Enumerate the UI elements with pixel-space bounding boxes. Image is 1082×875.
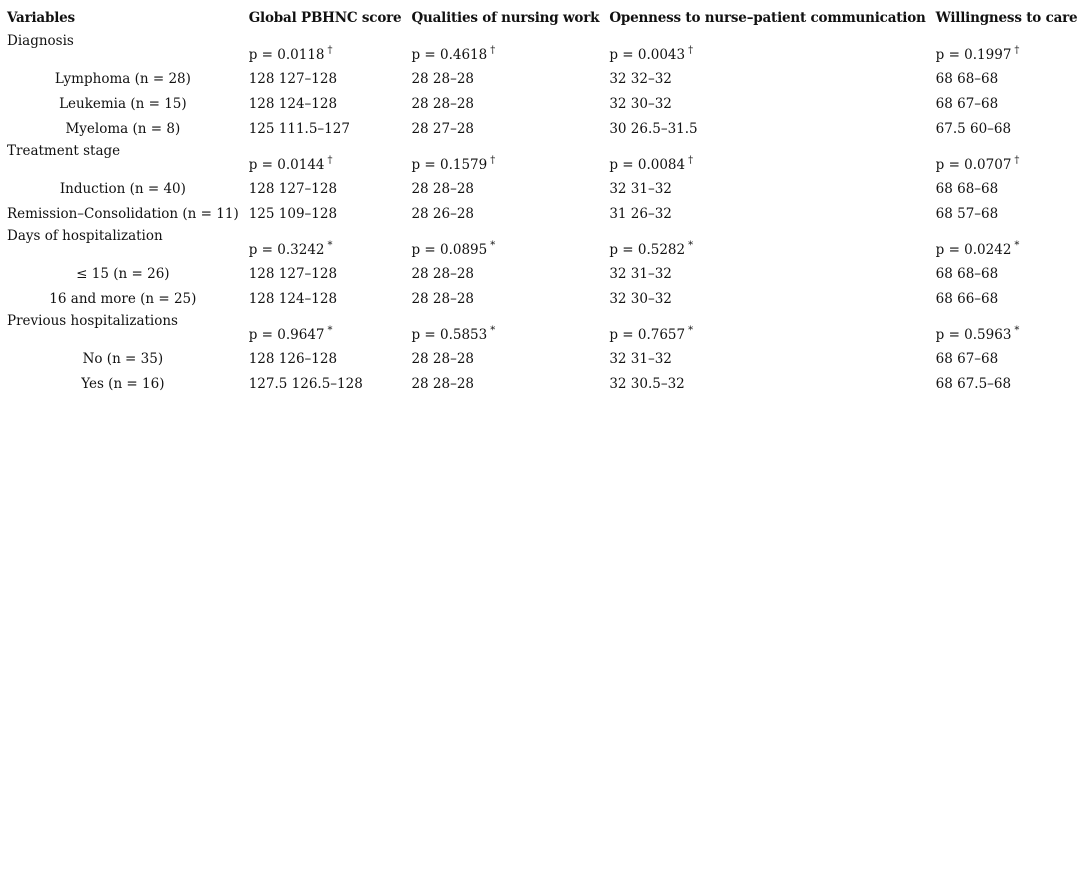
header-qualities: Qualities of nursing work xyxy=(411,10,600,26)
test-marker: * xyxy=(688,325,694,336)
results-table xyxy=(2,5,1082,396)
median-iqr-cell: 28 28–28 xyxy=(411,180,475,197)
row-label: No (n = 35) xyxy=(82,350,164,367)
p-value-cell xyxy=(931,141,1082,176)
median-iqr-cell: 68 67.5–68 xyxy=(935,375,1012,392)
p-value-cell xyxy=(406,311,604,346)
row-label: Lymphoma (n = 28) xyxy=(54,70,191,87)
median-iqr-cell: 125 109–128 xyxy=(248,205,338,222)
p-value: p = 0.5282 xyxy=(609,242,686,258)
test-marker: * xyxy=(1014,240,1020,251)
table-row xyxy=(2,176,1082,201)
p-value: p = 0.3242 xyxy=(248,242,325,258)
p-value-cell xyxy=(604,311,930,346)
table-row xyxy=(2,66,1082,91)
row-label: Myeloma (n = 8) xyxy=(65,120,181,137)
median-iqr-cell: 128 127–128 xyxy=(248,265,338,282)
p-value: p = 0.0144 xyxy=(248,157,325,173)
test-marker: † xyxy=(1014,45,1020,56)
median-iqr-cell: 28 28–28 xyxy=(411,70,475,87)
section-row xyxy=(2,141,1082,176)
table-row xyxy=(2,286,1082,311)
header-variables: Variables xyxy=(7,10,75,26)
test-marker: † xyxy=(1014,155,1020,166)
p-value-cell xyxy=(931,31,1082,66)
p-value: p = 0.0707 xyxy=(935,157,1012,173)
section-label: Treatment stage xyxy=(7,143,121,159)
median-iqr-cell: 30 26.5–31.5 xyxy=(609,120,698,137)
p-value-cell xyxy=(604,141,930,176)
section-label: Diagnosis xyxy=(7,33,74,49)
test-marker: † xyxy=(490,45,496,56)
p-value: p = 0.0242 xyxy=(935,242,1012,258)
header-willingness: Willingness to care xyxy=(935,10,1078,26)
median-iqr-cell: 28 28–28 xyxy=(411,350,475,367)
median-iqr-cell: 68 66–68 xyxy=(935,290,999,307)
median-iqr-cell: 31 26–32 xyxy=(609,205,672,222)
p-value: p = 0.7657 xyxy=(609,327,686,343)
p-value: p = 0.5853 xyxy=(411,327,488,343)
test-marker: † xyxy=(490,155,496,166)
median-iqr-cell: 32 31–32 xyxy=(609,180,672,197)
p-value-cell xyxy=(244,31,407,66)
p-value-cell xyxy=(244,226,407,261)
median-iqr-cell: 68 67–68 xyxy=(935,350,999,367)
test-marker: * xyxy=(327,325,333,336)
section-row xyxy=(2,226,1082,261)
section-row xyxy=(2,31,1082,66)
p-value: p = 0.5963 xyxy=(935,327,1012,343)
median-iqr-cell: 128 126–128 xyxy=(248,350,338,367)
median-iqr-cell: 28 28–28 xyxy=(411,290,475,307)
median-iqr-cell: 68 57–68 xyxy=(935,205,999,222)
p-value: p = 0.0084 xyxy=(609,157,686,173)
p-value: p = 0.4618 xyxy=(411,47,488,63)
median-iqr-cell: 127.5 126.5–128 xyxy=(248,375,363,392)
p-value-cell xyxy=(406,226,604,261)
median-iqr-cell: 32 31–32 xyxy=(609,265,672,282)
median-iqr-cell: 28 26–28 xyxy=(411,205,475,222)
median-iqr-cell: 28 28–28 xyxy=(411,265,475,282)
p-value-cell xyxy=(604,226,930,261)
section-label: Days of hospitalization xyxy=(7,228,163,244)
table-body xyxy=(2,31,1082,396)
median-iqr-cell: 67.5 60–68 xyxy=(935,120,1012,137)
p-value: p = 0.9647 xyxy=(248,327,325,343)
p-value: p = 0.0043 xyxy=(609,47,686,63)
test-marker: * xyxy=(327,240,333,251)
median-iqr-cell: 128 124–128 xyxy=(248,95,338,112)
table-row xyxy=(2,201,1082,226)
median-iqr-cell: 128 127–128 xyxy=(248,180,338,197)
median-iqr-cell: 128 124–128 xyxy=(248,290,338,307)
p-value: p = 0.1997 xyxy=(935,47,1012,63)
p-value-cell xyxy=(406,31,604,66)
median-iqr-cell: 68 68–68 xyxy=(935,70,999,87)
median-iqr-cell: 128 127–128 xyxy=(248,70,338,87)
table-row xyxy=(2,371,1082,396)
median-iqr-cell: 28 28–28 xyxy=(411,95,475,112)
p-value: p = 0.1579 xyxy=(411,157,488,173)
test-marker: † xyxy=(327,45,333,56)
row-label: Induction (n = 40) xyxy=(59,180,186,197)
p-value: p = 0.0895 xyxy=(411,242,488,258)
row-label: Leukemia (n = 15) xyxy=(59,95,187,112)
test-marker: † xyxy=(688,45,694,56)
test-marker: † xyxy=(688,155,694,166)
section-label: Previous hospitalizations xyxy=(7,313,178,329)
test-marker: † xyxy=(327,155,333,166)
median-iqr-cell: 32 30–32 xyxy=(609,95,672,112)
median-iqr-cell: 32 31–32 xyxy=(609,350,672,367)
row-label: ≤ 15 (n = 26) xyxy=(76,265,170,282)
header-global-score: Global PBHNC score xyxy=(248,10,402,26)
table-row xyxy=(2,116,1082,141)
p-value-cell xyxy=(244,141,407,176)
p-value: p = 0.0118 xyxy=(248,47,325,63)
row-label: 16 and more (n = 25) xyxy=(49,290,197,307)
section-row xyxy=(2,311,1082,346)
test-marker: * xyxy=(1014,325,1020,336)
table-row xyxy=(2,261,1082,286)
median-iqr-cell: 68 68–68 xyxy=(935,180,999,197)
median-iqr-cell: 32 30–32 xyxy=(609,290,672,307)
median-iqr-cell: 125 111.5–127 xyxy=(248,120,350,137)
test-marker: * xyxy=(490,325,496,336)
header-row xyxy=(2,5,1082,31)
p-value-cell xyxy=(931,226,1082,261)
table-row xyxy=(2,91,1082,116)
median-iqr-cell: 28 28–28 xyxy=(411,375,475,392)
row-label: Remission–Consolidation (n = 11) xyxy=(7,205,239,222)
p-value-cell xyxy=(931,311,1082,346)
row-label: Yes (n = 16) xyxy=(81,375,165,392)
p-value-cell xyxy=(406,141,604,176)
test-marker: * xyxy=(490,240,496,251)
median-iqr-cell: 68 68–68 xyxy=(935,265,999,282)
median-iqr-cell: 32 30.5–32 xyxy=(609,375,685,392)
median-iqr-cell: 28 27–28 xyxy=(411,120,475,137)
table-row xyxy=(2,346,1082,371)
p-value-cell xyxy=(244,311,407,346)
test-marker: * xyxy=(688,240,694,251)
p-value-cell xyxy=(604,31,930,66)
median-iqr-cell: 68 67–68 xyxy=(935,95,999,112)
header-openness: Openness to nurse–patient communication xyxy=(609,10,926,26)
median-iqr-cell: 32 32–32 xyxy=(609,70,672,87)
